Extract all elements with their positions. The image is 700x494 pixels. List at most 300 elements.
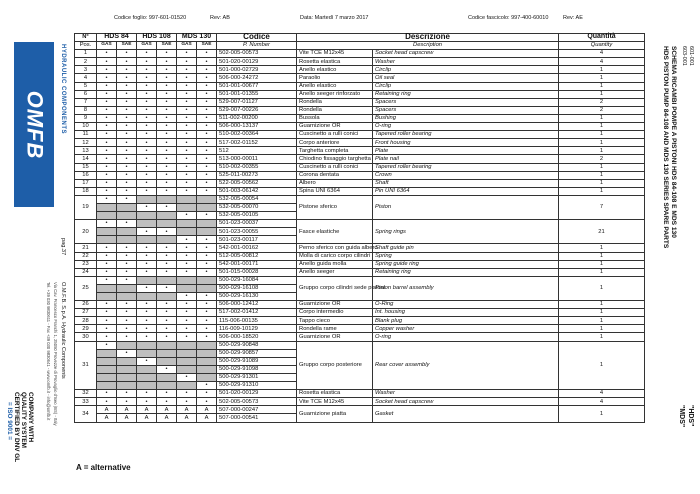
quantity: 1 — [559, 82, 645, 90]
description-en: O-Ring — [373, 301, 559, 309]
col-hds108: HDS 108 — [137, 34, 177, 42]
description-it: Chiodino fissaggio targhetta — [297, 155, 373, 163]
table-row — [75, 114, 645, 122]
col-hds108-gas: GAS — [137, 42, 157, 50]
part-code: 506-000-18520 — [217, 333, 297, 341]
availability-mark — [157, 236, 177, 244]
availability-mark: • — [157, 179, 177, 187]
availability-mark: • — [197, 90, 217, 98]
table-row — [75, 147, 645, 155]
table-row — [75, 179, 645, 187]
description-en: Plate — [373, 147, 559, 155]
quantity: 1 — [559, 74, 645, 82]
availability-mark: • — [157, 325, 177, 333]
description-it: Cuscinetto a rulli conici — [297, 163, 373, 171]
availability-mark — [137, 276, 157, 284]
availability-mark: • — [197, 106, 217, 114]
table-row — [75, 276, 645, 284]
availability-mark: • — [97, 74, 117, 82]
availability-mark: • — [177, 171, 197, 179]
table-row — [75, 50, 645, 58]
availability-mark — [177, 349, 197, 357]
availability-mark: • — [177, 373, 197, 381]
pos-number: 11 — [75, 131, 97, 139]
part-code: 500-029-91089 — [217, 357, 297, 365]
availability-mark: • — [197, 398, 217, 406]
availability-mark — [97, 382, 117, 390]
table-row — [75, 260, 645, 268]
part-code: 532-005-00105 — [217, 212, 297, 220]
quantity: 4 — [559, 58, 645, 66]
description-it: Guarnizione OR — [297, 123, 373, 131]
availability-mark — [157, 276, 177, 284]
availability-mark: • — [157, 301, 177, 309]
table-row — [75, 244, 645, 252]
description-en: Int. housing — [373, 309, 559, 317]
table-row — [75, 139, 645, 147]
availability-mark: • — [97, 171, 117, 179]
availability-mark: • — [97, 220, 117, 228]
description-it: Guarnizione OR — [297, 301, 373, 309]
availability-mark: A — [97, 414, 117, 422]
availability-mark: • — [177, 325, 197, 333]
description-en: Washer — [373, 58, 559, 66]
availability-mark: • — [117, 123, 137, 131]
availability-mark: • — [97, 276, 117, 284]
availability-mark: A — [177, 414, 197, 422]
pos-number: 25 — [75, 276, 97, 300]
availability-mark: • — [177, 244, 197, 252]
quantity: 1 — [559, 333, 645, 341]
description-it: Rosetta elastica — [297, 390, 373, 398]
availability-mark: • — [137, 171, 157, 179]
availability-mark: • — [117, 155, 137, 163]
availability-mark: • — [117, 139, 137, 147]
availability-mark: • — [97, 131, 117, 139]
part-code: 500-029-16108 — [217, 284, 297, 292]
description-it: Vite TCE M12x45 — [297, 398, 373, 406]
availability-mark: • — [157, 203, 177, 211]
availability-mark: • — [97, 390, 117, 398]
availability-mark: • — [137, 139, 157, 147]
availability-mark: • — [97, 398, 117, 406]
quantity: 1 — [559, 406, 645, 422]
badge-hds: "HDS" — [687, 405, 694, 427]
description-it: Paraolio — [297, 74, 373, 82]
col-hds108-sae: SAE — [157, 42, 177, 50]
availability-mark — [197, 365, 217, 373]
part-code: 116-009-10129 — [217, 325, 297, 333]
quantity: 1 — [559, 66, 645, 74]
availability-mark: • — [157, 98, 177, 106]
availability-mark — [97, 357, 117, 365]
table-row — [75, 390, 645, 398]
omfb-logo — [14, 42, 54, 207]
code-603: 603-001 — [681, 46, 687, 66]
availability-mark: • — [137, 309, 157, 317]
description-en: Blank plug — [373, 317, 559, 325]
pos-number: 22 — [75, 252, 97, 260]
availability-mark: • — [97, 123, 117, 131]
availability-mark — [197, 220, 217, 228]
pos-number: 15 — [75, 163, 97, 171]
quantity: 4 — [559, 390, 645, 398]
description-it: Anello elastico — [297, 82, 373, 90]
pos-number: 30 — [75, 333, 97, 341]
availability-mark: • — [197, 66, 217, 74]
availability-mark: • — [117, 276, 137, 284]
availability-mark: • — [97, 139, 117, 147]
pos-number: 9 — [75, 114, 97, 122]
availability-mark — [117, 373, 137, 381]
availability-mark: • — [157, 228, 177, 236]
quantity: 4 — [559, 398, 645, 406]
availability-mark — [177, 382, 197, 390]
description-it: Tappo cieco — [297, 317, 373, 325]
availability-mark — [137, 365, 157, 373]
availability-mark: • — [177, 260, 197, 268]
availability-mark: • — [137, 131, 157, 139]
pos-number: 31 — [75, 341, 97, 390]
availability-mark: • — [137, 333, 157, 341]
availability-mark: • — [177, 179, 197, 187]
description-it: Guarnizione piatta — [297, 406, 373, 422]
availability-mark — [157, 349, 177, 357]
availability-mark: • — [177, 58, 197, 66]
availability-mark: • — [137, 252, 157, 260]
title-italian: SCHEMA RICAMBI POMPE A PISTONI HDS 84-108 E MDS 130 — [670, 46, 677, 238]
availability-mark: • — [177, 293, 197, 301]
availability-mark: • — [197, 333, 217, 341]
availability-mark: • — [197, 114, 217, 122]
availability-mark: • — [157, 244, 177, 252]
availability-mark: A — [157, 414, 177, 422]
part-code: 501-020-00129 — [217, 58, 297, 66]
availability-mark: • — [197, 139, 217, 147]
table-row — [75, 406, 645, 414]
description-en: Pin UNI 6364 — [373, 187, 559, 195]
description-en: Spring rings — [373, 220, 559, 244]
availability-mark: • — [97, 341, 117, 349]
availability-mark: • — [157, 252, 177, 260]
availability-mark — [117, 236, 137, 244]
availability-mark: • — [117, 82, 137, 90]
part-code: 532-005-00070 — [217, 203, 297, 211]
part-code: 529-007-01127 — [217, 98, 297, 106]
table-row — [75, 309, 645, 317]
quantity: 1 — [559, 187, 645, 195]
brand-subtitle: HYDRAULIC COMPONENTS — [60, 44, 66, 135]
availability-mark — [137, 236, 157, 244]
availability-mark — [137, 349, 157, 357]
availability-mark: • — [197, 212, 217, 220]
description-it: Rondella — [297, 98, 373, 106]
availability-mark: • — [177, 90, 197, 98]
pos-number: 14 — [75, 155, 97, 163]
availability-mark: • — [157, 260, 177, 268]
availability-mark: • — [197, 74, 217, 82]
description-en: Socket head capscrew — [373, 398, 559, 406]
availability-mark: • — [157, 123, 177, 131]
availability-mark — [117, 284, 137, 292]
availability-mark — [117, 382, 137, 390]
description-it: Rondella rame — [297, 325, 373, 333]
availability-mark: • — [177, 212, 197, 220]
availability-mark: • — [157, 268, 177, 276]
alternative-footnote: A = alternative — [76, 463, 131, 472]
col-quantita: Quantità — [559, 34, 645, 42]
quantity: 2 — [559, 98, 645, 106]
availability-mark — [197, 228, 217, 236]
description-en: Washer — [373, 390, 559, 398]
description-it: Fasce elastiche — [297, 220, 373, 244]
table-row — [75, 333, 645, 341]
availability-mark: • — [197, 317, 217, 325]
availability-mark: • — [97, 187, 117, 195]
availability-mark: • — [137, 50, 157, 58]
cert-line-4: = ISO 9001 = — [6, 402, 13, 441]
availability-mark: • — [117, 66, 137, 74]
table-row — [75, 187, 645, 195]
description-en: Spring guide ring — [373, 260, 559, 268]
col-mds130-gas: GAS — [177, 42, 197, 50]
table-row — [75, 74, 645, 82]
description-en: Spring — [373, 252, 559, 260]
pos-number: 16 — [75, 171, 97, 179]
pos-number: 33 — [75, 398, 97, 406]
description-en: Piston — [373, 195, 559, 219]
availability-mark: • — [177, 252, 197, 260]
description-en: Tapered roller bearing — [373, 131, 559, 139]
availability-mark — [177, 357, 197, 365]
availability-mark: • — [197, 260, 217, 268]
availability-mark: • — [137, 317, 157, 325]
pos-number: 10 — [75, 123, 97, 131]
description-en: Circlip — [373, 66, 559, 74]
description-it: Molla di carico corpo cilindri — [297, 252, 373, 260]
availability-mark: • — [177, 74, 197, 82]
availability-mark: • — [97, 252, 117, 260]
availability-mark: • — [117, 171, 137, 179]
availability-mark: • — [177, 236, 197, 244]
quantity: 1 — [559, 252, 645, 260]
table-row — [75, 98, 645, 106]
availability-mark: • — [177, 98, 197, 106]
availability-mark: A — [117, 414, 137, 422]
part-code: 506-000-13137 — [217, 123, 297, 131]
pos-number: 17 — [75, 179, 97, 187]
part-code: 501-023-00037 — [217, 220, 297, 228]
availability-mark: • — [197, 301, 217, 309]
availability-mark — [197, 341, 217, 349]
part-code: 501-000-02729 — [217, 66, 297, 74]
table-row — [75, 341, 645, 349]
availability-mark: • — [177, 131, 197, 139]
brand-contacts: Tel. +39 030 9830611 - Fax +39 030 9830641 - www.omfb.it - info@omfb.it — [46, 282, 51, 421]
description-it: Guarnizione OR — [297, 333, 373, 341]
availability-mark: • — [177, 301, 197, 309]
availability-mark — [197, 373, 217, 381]
availability-mark: • — [97, 50, 117, 58]
availability-mark: • — [97, 163, 117, 171]
availability-mark: • — [157, 139, 177, 147]
availability-mark — [117, 357, 137, 365]
availability-mark: • — [137, 74, 157, 82]
quantity: 21 — [559, 220, 645, 244]
availability-mark: • — [117, 349, 137, 357]
quantity: 1 — [559, 147, 645, 155]
availability-mark — [157, 220, 177, 228]
description-en: Crown — [373, 171, 559, 179]
availability-mark: • — [197, 82, 217, 90]
availability-mark: A — [157, 406, 177, 414]
quantity: 1 — [559, 123, 645, 131]
availability-mark: • — [197, 98, 217, 106]
description-en: Tapered roller bearing — [373, 163, 559, 171]
availability-mark — [137, 220, 157, 228]
part-code: 502-005-00573 — [217, 398, 297, 406]
description-en: O-ring — [373, 123, 559, 131]
file-rev: Rev: AE — [563, 15, 583, 21]
availability-mark: • — [137, 187, 157, 195]
availability-mark: • — [177, 333, 197, 341]
availability-mark — [177, 276, 197, 284]
availability-mark: • — [197, 58, 217, 66]
quantity: 4 — [559, 50, 645, 58]
availability-mark — [117, 365, 137, 373]
description-en: Shaft guide pin — [373, 244, 559, 252]
col-descrizione: Descrizione — [297, 34, 559, 42]
col-hds84: HDS 84 — [97, 34, 137, 42]
availability-mark: • — [157, 114, 177, 122]
table-row — [75, 220, 645, 228]
availability-mark: • — [117, 98, 137, 106]
availability-mark: • — [197, 236, 217, 244]
part-code: 507-000-00541 — [217, 414, 297, 422]
description-it: Vite TCE M12x45 — [297, 50, 373, 58]
part-code: 501-001-00677 — [217, 82, 297, 90]
quantity: 1 — [559, 139, 645, 147]
availability-mark: • — [117, 398, 137, 406]
availability-mark: • — [137, 123, 157, 131]
availability-mark: • — [197, 309, 217, 317]
availability-mark: • — [157, 333, 177, 341]
quantity: 1 — [559, 341, 645, 390]
availability-mark — [97, 293, 117, 301]
table-row — [75, 317, 645, 325]
availability-mark: A — [137, 414, 157, 422]
spare-parts-table — [74, 33, 645, 423]
table-row — [75, 268, 645, 276]
sheet-rev: Rev: AB — [210, 15, 230, 21]
pos-number: 4 — [75, 74, 97, 82]
availability-mark: • — [197, 390, 217, 398]
availability-mark: • — [97, 106, 117, 114]
description-en: Front housing — [373, 139, 559, 147]
availability-mark: • — [137, 66, 157, 74]
description-en: Oil seal — [373, 74, 559, 82]
availability-mark: • — [117, 260, 137, 268]
description-it: Gruppo corpo posteriore — [297, 341, 373, 390]
availability-mark — [117, 212, 137, 220]
availability-mark: • — [197, 244, 217, 252]
part-code: 525-011-00273 — [217, 171, 297, 179]
availability-mark: • — [177, 123, 197, 131]
availability-mark: • — [137, 228, 157, 236]
pos-number: 19 — [75, 195, 97, 219]
availability-mark — [97, 284, 117, 292]
availability-mark: • — [177, 317, 197, 325]
availability-mark: • — [117, 74, 137, 82]
col-no: N° — [75, 34, 97, 42]
availability-mark — [197, 195, 217, 203]
availability-mark — [177, 203, 197, 211]
availability-mark: • — [97, 98, 117, 106]
part-code: 506-000-12412 — [217, 301, 297, 309]
availability-mark: • — [97, 195, 117, 203]
description-it: Rosetta elastica — [297, 58, 373, 66]
availability-mark: • — [177, 50, 197, 58]
description-en: Socket head capscrew — [373, 50, 559, 58]
availability-mark — [97, 228, 117, 236]
brand-company: O.M.F.B. S.p.A. Hydraulic Components — [60, 282, 66, 379]
quantity: 1 — [559, 309, 645, 317]
availability-mark: • — [97, 244, 117, 252]
col-description: Description — [297, 42, 559, 50]
availability-mark: • — [157, 90, 177, 98]
availability-mark: • — [97, 90, 117, 98]
part-code: 500-029-16130 — [217, 293, 297, 301]
availability-mark: • — [177, 268, 197, 276]
pos-number: 7 — [75, 98, 97, 106]
description-it: Pistone sferico — [297, 195, 373, 219]
availability-mark: • — [157, 171, 177, 179]
table-row — [75, 163, 645, 171]
availability-mark: • — [177, 390, 197, 398]
availability-mark: • — [137, 90, 157, 98]
availability-mark: • — [197, 268, 217, 276]
table-row — [75, 123, 645, 131]
pos-number: 3 — [75, 66, 97, 74]
availability-mark — [137, 195, 157, 203]
availability-mark: • — [137, 325, 157, 333]
availability-mark: • — [137, 114, 157, 122]
availability-mark: • — [177, 106, 197, 114]
pos-number: 34 — [75, 406, 97, 422]
availability-mark: • — [137, 155, 157, 163]
availability-mark: • — [117, 187, 137, 195]
description-it: Cuscinetto a rulli conici — [297, 131, 373, 139]
table-row — [75, 131, 645, 139]
description-it: Anello seeger rinforzato — [297, 90, 373, 98]
availability-mark: • — [177, 398, 197, 406]
quantity: 1 — [559, 90, 645, 98]
availability-mark — [137, 293, 157, 301]
description-it: Anello elastico — [297, 66, 373, 74]
description-en: Spacers — [373, 98, 559, 106]
quantity: 1 — [559, 163, 645, 171]
availability-mark: • — [177, 114, 197, 122]
description-en: Circlip — [373, 82, 559, 90]
availability-mark — [157, 212, 177, 220]
col-pnumber: P. Number — [217, 42, 297, 50]
availability-mark: • — [97, 325, 117, 333]
availability-mark: • — [157, 398, 177, 406]
part-code: 500-029-91098 — [217, 365, 297, 373]
availability-mark: • — [197, 252, 217, 260]
pos-number: 2 — [75, 58, 97, 66]
title-english: HDS PISTON PUMP 84-108 AND MDS 130 SERIES SPARE PARTS — [662, 46, 669, 249]
